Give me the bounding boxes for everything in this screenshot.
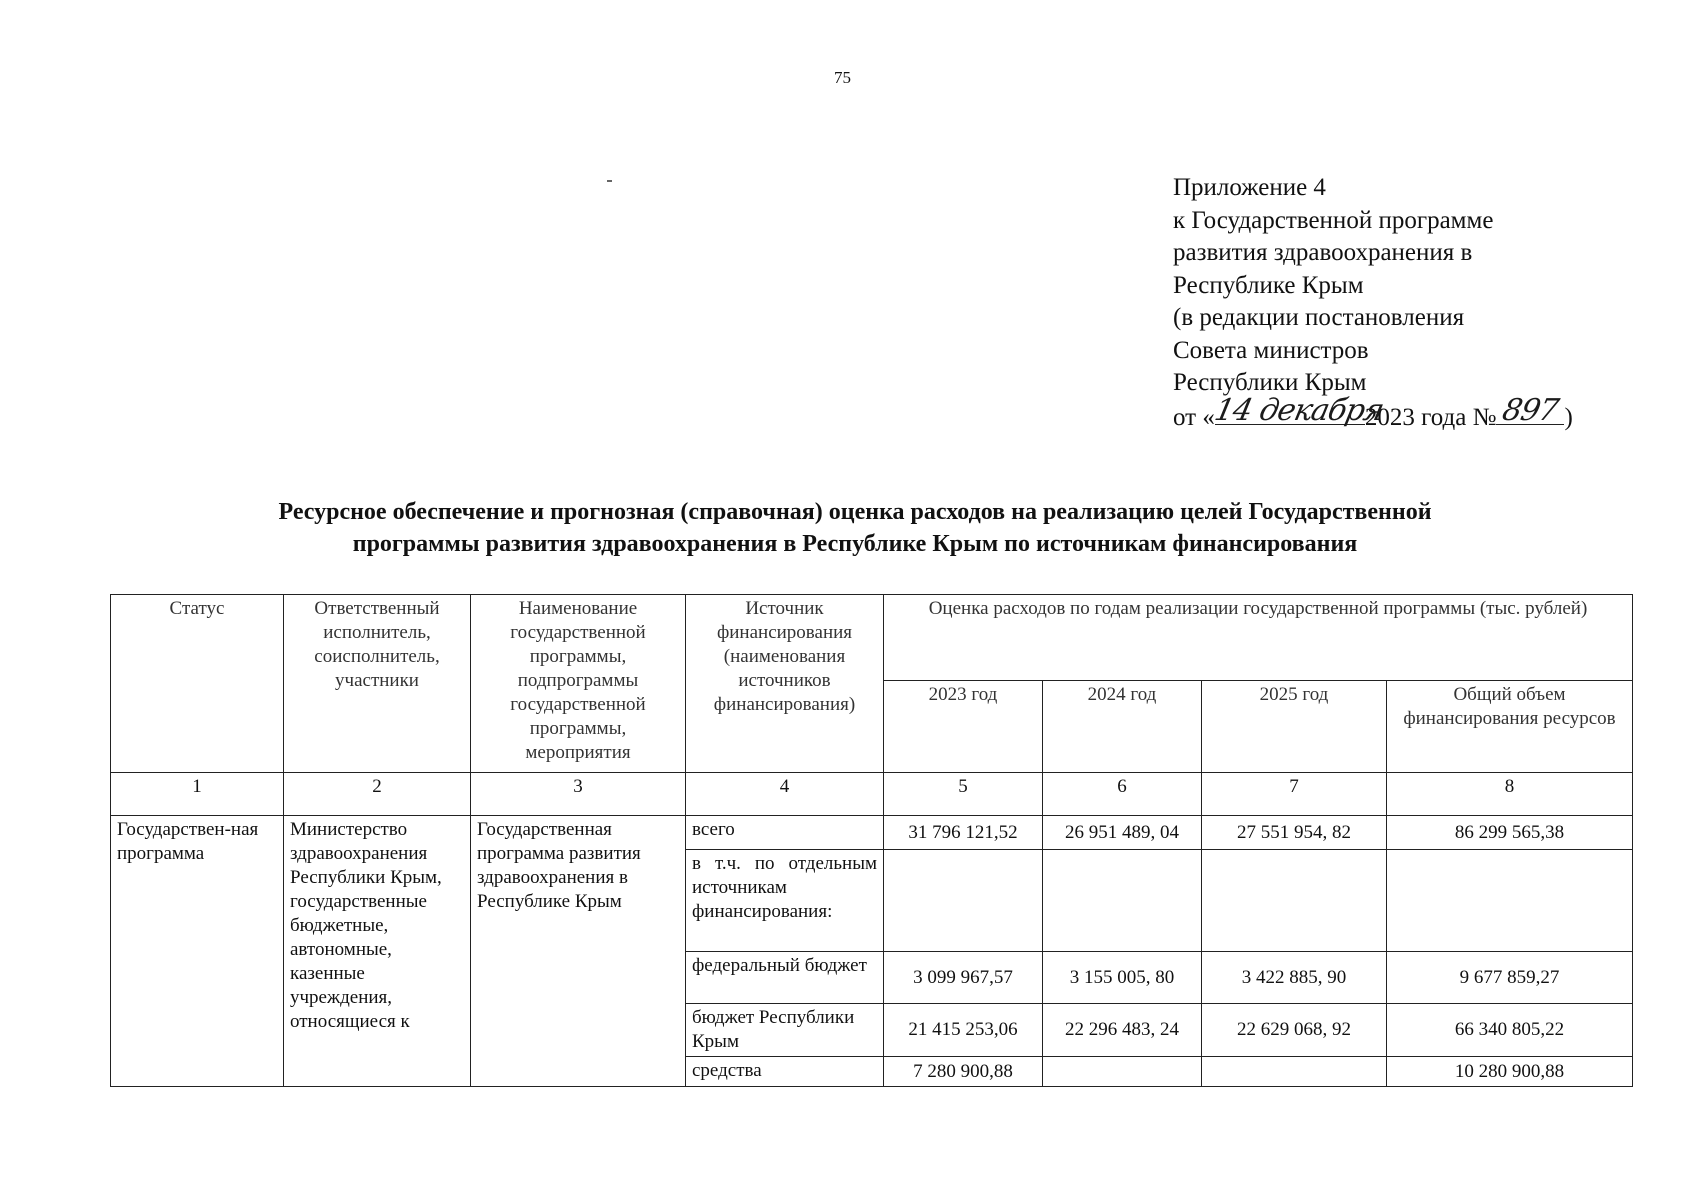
value-2025: 3 422 885, 90 — [1202, 952, 1387, 1004]
source-cell: федеральный бюджет — [686, 952, 884, 1004]
column-index: 4 — [686, 773, 884, 816]
value-2023: 21 415 253,06 — [884, 1004, 1043, 1057]
appendix-line: развития здравоохранения в — [1173, 239, 1473, 266]
source-cell: в т.ч. по отдельным источникам финансирования: — [686, 850, 884, 952]
header-year-2023: 2023 год — [884, 681, 1043, 773]
value-2024 — [1043, 850, 1202, 952]
value-total — [1387, 850, 1633, 952]
signature-date-line — [1173, 393, 1573, 435]
appendix-line: (в редакции постановления — [1173, 304, 1465, 331]
column-index: 7 — [1202, 773, 1387, 816]
header-total: Общий объем финансирования ресурсов — [1387, 681, 1633, 773]
scan-mark — [607, 180, 612, 182]
appendix-line: Приложение 4 — [1173, 174, 1326, 201]
value-total: 66 340 805,22 — [1387, 1004, 1633, 1057]
title-line-2: программы развития здравоохранения в Республике Крым по источникам финансирования — [352, 531, 1358, 557]
column-index: 6 — [1043, 773, 1202, 816]
value-total: 9 677 859,27 — [1387, 952, 1633, 1004]
value-2023: 31 796 121,52 — [884, 816, 1043, 850]
header-funding-source: Источник финансирования (наименования источников финансирования) — [686, 595, 884, 773]
appendix-line: Республике Крым — [1173, 271, 1364, 299]
document-title — [110, 496, 1600, 560]
closing-paren: ) — [1564, 403, 1573, 431]
value-2023: 3 099 967,57 — [884, 952, 1043, 1004]
source-cell: всего — [686, 816, 884, 850]
value-2024: 3 155 005, 80 — [1043, 952, 1202, 1004]
column-index: 5 — [884, 773, 1043, 816]
column-index: 3 — [471, 773, 686, 816]
appendix-line: Совета министров — [1173, 336, 1369, 364]
value-2023 — [884, 850, 1043, 952]
appendix-line: Республики Крым — [1173, 369, 1367, 396]
source-cell: средства — [686, 1057, 884, 1087]
column-index: 1 — [111, 773, 284, 816]
value-2024: 22 296 483, 24 — [1043, 1004, 1202, 1057]
value-total: 86 299 565,38 — [1387, 816, 1633, 850]
header-status: Статус — [111, 595, 284, 773]
value-total: 10 280 900,88 — [1387, 1057, 1633, 1087]
value-2025 — [1202, 1057, 1387, 1087]
handwritten-date: 14 декабря — [1211, 393, 1387, 428]
financing-table — [110, 594, 1633, 1087]
source-cell: бюджет Республики Крым — [686, 1004, 884, 1057]
program-name-cell: Государственная программа развития здравоохранения в Республике Крым — [471, 816, 686, 1087]
header-executor: Ответственный исполнитель, соисполнитель, участники — [284, 595, 471, 773]
page-number: 75 — [834, 68, 851, 87]
value-2023: 7 280 900,88 — [884, 1057, 1043, 1087]
value-2025: 27 551 954, 82 — [1202, 816, 1387, 850]
column-index: 8 — [1387, 773, 1633, 816]
handwritten-date-field — [1211, 393, 1387, 428]
value-2024: 26 951 489, 04 — [1043, 816, 1202, 850]
handwritten-number: 897 — [1499, 393, 1562, 428]
value-2024 — [1043, 1057, 1202, 1087]
date-prefix: от « — [1173, 403, 1215, 431]
header-year-2024: 2024 год — [1043, 681, 1202, 773]
header-program-name: Наименование государственной программы, подпрограммы государственной программы, мероприятия — [471, 595, 686, 773]
value-2025 — [1202, 850, 1387, 952]
appendix-block — [1173, 172, 1573, 434]
header-expense-estimate: Оценка расходов по годам реализации государственной программы (тыс. рублей) — [884, 595, 1633, 681]
title-line-1: Ресурсное обеспечение и прогнозная (справочная) оценка расходов на реализацию целей Государственной — [278, 499, 1432, 525]
column-index: 2 — [284, 773, 471, 816]
value-2025: 22 629 068, 92 — [1202, 1004, 1387, 1057]
financing-table-wrapper — [110, 594, 1633, 1087]
column-index-row — [111, 773, 1633, 816]
year-text: 2023 года № — [1364, 403, 1497, 431]
handwritten-number-field — [1496, 393, 1564, 428]
executor-cell: Министерство здравоохранения Республики Крым, государственные бюджетные, автономные, казенные учреждения, относящиеся к — [284, 816, 471, 1087]
header-row — [111, 595, 1633, 681]
appendix-line: к Государственной программе — [1173, 206, 1494, 234]
header-year-2025: 2025 год — [1202, 681, 1387, 773]
table-row — [111, 816, 1633, 850]
status-cell: Государствен-ная программа — [111, 816, 284, 1087]
